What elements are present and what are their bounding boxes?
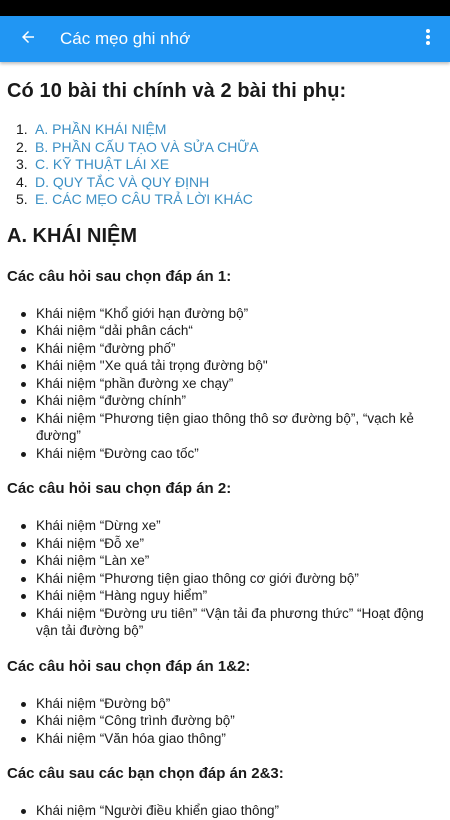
group-list-answer-1 <box>21 305 442 463</box>
toc-link-cau-tao[interactable]: B. PHẦN CẤU TẠO VÀ SỬA CHỮA <box>35 138 259 155</box>
intro-heading: Có 10 bài thi chính và 2 bài thi phụ: <box>7 80 347 102</box>
list-item: Khái niệm “Phương tiện giao thông cơ giới đường bộ” <box>21 570 442 588</box>
list-item: Khái niệm “đường phố” <box>21 340 442 358</box>
list-item: Khái niệm “Đỗ xe” <box>21 535 442 553</box>
back-button[interactable] <box>0 16 56 62</box>
toc-link-meo-khac[interactable]: E. CÁC MẸO CÂU TRẢ LỜI KHÁC <box>35 191 253 207</box>
list-item: Khái niệm “Văn hóa giao thông” <box>21 730 442 748</box>
list-item: Khái niệm “Đường ưu tiên” “Vận tải đa phương thức” “Hoạt động vận tải đường bộ” <box>21 605 442 640</box>
list-item: Khái niệm “Dừng xe” <box>21 517 442 535</box>
group-list-answer-2 <box>21 517 442 640</box>
app-bar <box>0 16 450 62</box>
toc-item <box>16 139 442 157</box>
toc-number: 2. <box>16 138 28 155</box>
list-item: Khái niệm “phần đường xe chạy” <box>21 375 442 393</box>
list-item: Khái niệm “Khổ giới hạn đường bộ” <box>21 305 442 323</box>
toc-number: 4. <box>16 173 28 190</box>
toc-link-quy-tac[interactable]: D. QUY TẮC VÀ QUY ĐỊNH <box>35 173 210 190</box>
list-item: Khái niệm “Làn xe” <box>21 552 442 570</box>
toc-number: 3. <box>16 156 28 172</box>
toc-number: 5. <box>16 191 28 207</box>
list-item: Khái niệm “Đường bộ” <box>21 695 442 713</box>
group-heading-answer-1: Các câu hỏi sau chọn đáp án 1: <box>7 267 232 285</box>
list-item: Khái niệm "Xe quá tải trọng đường bộ" <box>21 357 442 375</box>
group-heading-answer-2-3: Các câu sau các bạn chọn đáp án 2&3: <box>7 765 284 782</box>
toc-item <box>16 156 442 174</box>
list-item: Khái niệm “đường chính” <box>21 392 442 410</box>
list-item: Khái niệm “dải phân cách“ <box>21 322 442 340</box>
overflow-menu-button[interactable] <box>418 16 438 62</box>
toc-link-ky-thuat[interactable]: C. KỸ THUẬT LÁI XE <box>35 156 170 172</box>
list-item: Khái niệm “Công trình đường bộ” <box>21 712 442 730</box>
list-item: Khái niệm “Hàng nguy hiểm” <box>21 587 442 605</box>
toc-number: 1. <box>16 121 28 137</box>
toc-link-khai-niem[interactable]: A. PHẦN KHÁI NIỆM <box>35 121 167 137</box>
list-item: Khái niệm “Đường cao tốc” <box>21 445 442 463</box>
group-heading-answer-1-2: Các câu hỏi sau chọn đáp án 1&2: <box>7 657 251 675</box>
status-bar <box>0 0 450 16</box>
content-area <box>0 62 450 820</box>
section-heading: A. KHÁI NIỆM <box>7 224 137 247</box>
group-heading-answer-2: Các câu hỏi sau chọn đáp án 2: <box>7 480 232 497</box>
list-item: Khái niệm “Người điều khiển giao thông” <box>21 802 442 820</box>
toc-item <box>16 174 442 192</box>
toc-item <box>16 121 442 139</box>
list-item: Khái niệm “Phương tiện giao thông thô sơ đường bộ”, “vạch kẻ đường” <box>21 410 442 445</box>
page-title: Các mẹo ghi nhớ <box>60 29 191 48</box>
arrow-left-icon <box>19 28 37 51</box>
more-vertical-icon <box>425 28 431 51</box>
group-list-answer-2-3 <box>21 802 442 820</box>
toc-item <box>16 191 442 209</box>
table-of-contents <box>16 121 442 209</box>
group-list-answer-1-2 <box>21 695 442 748</box>
